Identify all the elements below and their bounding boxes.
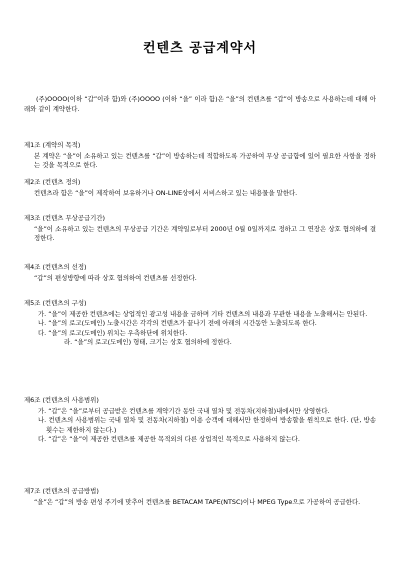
clause-item: 가. “을”이 제공한 컨텐츠에는 상업적인 광고성 내용을 금하며 기타 컨텐츠의 내용과 무관한 내용을 노출해서는 안된다. <box>38 309 368 318</box>
article-1 <box>24 141 376 171</box>
article-heading: 제7조 (컨텐츠의 공급방법) <box>24 487 99 495</box>
article-text: “을”이 소유하고 있는 컨텐츠의 무상공급 기간은 계약일로부터 2000년 0월 0일까지로 정하고 그 연장은 상호 협의하에 결정한다. <box>34 224 376 243</box>
clause-subitem: 라. “을”의 로고(도메인) 형태, 크기는 상호 협의하에 정한다. <box>64 338 232 347</box>
article-heading: 제5조 (컨텐츠의 구성) <box>24 299 87 307</box>
article-heading: 제3조 (컨텐츠 무상공급기간) <box>24 214 106 222</box>
clause-item: 다. “을”의 로고(도메인) 위치는 우측하단에 위치한다. <box>38 328 188 337</box>
article-6 <box>24 396 376 445</box>
clause-item: 나. “을”의 로고(도메인) 노출시간은 각각의 컨텐츠가 끝나기 전에 아래의 시간동안 노출되도록 한다. <box>38 319 317 328</box>
article-3 <box>24 214 376 244</box>
article-2 <box>24 178 376 198</box>
intro-paragraph <box>24 95 376 114</box>
article-text: “을”은 “갑”의 방송 편성 주기에 맞추어 컨텐츠를 BETACAM TAPE(NTSC)이나 MPEG Type으로 가공하여 공급한다. <box>34 497 361 506</box>
article-4 <box>24 263 376 283</box>
article-heading: 제1조 (계약의 목적) <box>24 141 81 149</box>
document-title: 컨텐츠 공급계약서 <box>143 41 257 56</box>
article-text: 본 계약은 “을”이 소유하고 있는 컨텐츠를 “갑”이 방송하는데 적합하도록 가공하여 무상 공급함에 있어 필요한 사항을 정하는 것을 목적으로 한다. <box>34 151 376 170</box>
article-heading: 제6조 (컨텐츠의 사용범위) <box>24 396 99 404</box>
article-7 <box>24 487 376 507</box>
intro-text: (주)OOOO(이하 “갑”이라 함)와 (주)OOOO (이하 “을” 이라 함)은 “을”의 컨텐츠를 “갑”이 방송으로 사용하는데 대해 아래와 같이 계약한다. <box>24 95 376 113</box>
article-heading: 제2조 (컨텐츠 정의) <box>24 178 81 186</box>
article-heading: 제4조 (컨텐츠의 선정) <box>24 263 87 271</box>
clause-item: 가. “갑”은 “을”로부터 공급받은 컨텐츠를 계약기간 동안 국내 열차 및 전동차(지하철)내에서만 상영한다. <box>38 406 330 415</box>
clause-item: 다. “갑”은 “을”이 제공한 컨텐츠를 제공한 목적외의 다른 상업적인 목적으로 사용하지 않는다. <box>38 435 300 444</box>
article-5 <box>24 299 376 348</box>
article-text: 컨텐츠라 함은 “을”이 제작하여 보유하거나 ON-LINE상에서 서비스하고 있는 내용물을 말한다. <box>34 188 298 197</box>
article-text: “갑”의 편성방향에 따라 상호 협의하여 컨텐츠를 선정한다. <box>34 273 197 282</box>
clause-item: 나. 컨텐츠의 사용범위는 국내 열차 및 전동차(지하철) 이용 승객에 대해서만 한정하여 방송할을 원칙으로 한다. (단, 방송횟수는 제한하지 않는다.) <box>38 416 376 434</box>
